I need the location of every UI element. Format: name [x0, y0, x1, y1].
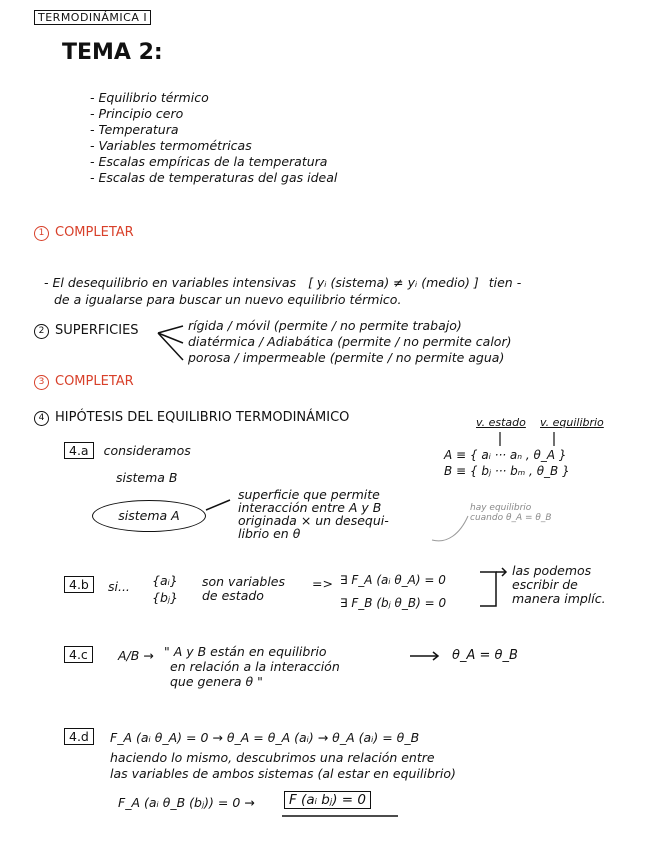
relation-text-1: haciendo lo mismo, descubrimos una relación entre [110, 750, 435, 765]
list-item: - Escalas empíricas de la temperatura [90, 154, 328, 169]
surface-description [238, 488, 389, 540]
subsection-label: 4.c [64, 646, 93, 663]
surface-line: interacción entre A y B [238, 500, 382, 515]
equation-b: B ≡ { bⱼ ··· bₘ , θ_B } [444, 464, 570, 478]
list-item: porosa / impermeable (permite / no permite agua) [188, 350, 505, 365]
surface-list [188, 318, 511, 366]
circled-number: 3 [34, 375, 49, 390]
page-title: TEMA 2: [62, 40, 163, 65]
circled-number: 2 [34, 324, 49, 339]
circled-number: 4 [34, 411, 49, 426]
list-item: rígida / móvil (permite / no permite trabajo) [188, 318, 462, 333]
section-3-label: COMPLETAR [55, 374, 134, 389]
subsection-4c-lead: A/B → [118, 648, 154, 663]
note-line: manera implíc. [512, 591, 606, 606]
list-item: - Variables termométricas [90, 138, 252, 153]
note-line: hay equilibrio [470, 503, 532, 513]
list-item: - Principio cero [90, 106, 184, 121]
equilibrium-note [470, 503, 552, 523]
section-4-label: HIPÓTESIS DEL EQUILIBRIO TERMODINÁMICO [55, 410, 350, 425]
section-1-heading [34, 225, 134, 241]
subsection-4a-text: consideramos [103, 443, 191, 458]
section-2-heading [34, 323, 139, 339]
desc-line: son variables [202, 574, 285, 589]
subsection-4b-si: si... [108, 579, 130, 594]
list-item: - Equilibrio térmico [90, 90, 209, 105]
system-b-label: sistema B [116, 470, 178, 485]
note-line: las podemos [512, 563, 592, 578]
col-state-label: v. estado [476, 416, 526, 429]
implicit-note [512, 564, 606, 606]
function-fa: ∃ F_A (aᵢ θ_A) = 0 [340, 573, 446, 587]
final-equation-box: F (aᵢ bⱼ) = 0 [284, 791, 371, 809]
surface-line: superficie que permite [238, 487, 380, 502]
section-1-label: COMPLETAR [55, 225, 134, 240]
list-item: - Escalas de temperaturas del gas ideal [90, 170, 338, 185]
section-3-heading [34, 374, 134, 390]
course-label: TERMODINÁMICA I [34, 10, 151, 25]
disequilibrium-end: tien - [488, 275, 522, 290]
quote-line: que genera θ " [170, 674, 263, 689]
circled-number: 1 [34, 226, 49, 241]
equilibrium-quote [164, 644, 340, 689]
disequilibrium-text: - El desequilibrio en variables intensivas [44, 275, 297, 290]
topic-list [90, 90, 337, 186]
list-item: - Temperatura [90, 122, 179, 137]
col-equilibrium-label: v. equilibrio [540, 416, 604, 429]
note-line: cuando θ_A = θ_B [470, 513, 552, 523]
subsection-label: 4.a [64, 442, 94, 459]
final-equation-left: F_A (aᵢ θ_B (bⱼ)) = 0 → [118, 795, 255, 810]
disequilibrium-line-1 [44, 275, 521, 290]
variable-b-set: {bⱼ} [152, 590, 179, 605]
equation-a: A ≡ { aᵢ ··· aₙ , θ_A } [444, 448, 567, 462]
quote-line: " A y B están en equilibrio [164, 644, 327, 659]
function-fb: ∃ F_B (bⱼ θ_B) = 0 [340, 596, 447, 610]
list-item: diatérmica / Adiabática (permite / no permite calor) [188, 334, 512, 349]
section-2-label: SUPERFICIES [55, 323, 139, 338]
relation-text-2: las variables de ambos sistemas (al estar en equilibrio) [110, 766, 456, 781]
equilibrium-result: θ_A = θ_B [452, 648, 518, 663]
surface-line: originada × un desequi- [238, 513, 389, 528]
subsection-4a [64, 443, 191, 458]
section-4-heading [34, 410, 349, 426]
surface-line: librio en θ [238, 526, 301, 541]
quote-line: en relación a la interacción [170, 659, 340, 674]
variable-a-set: {aᵢ} [152, 573, 178, 588]
state-variables-text [202, 575, 285, 603]
desc-line: de estado [202, 588, 264, 603]
system-a-label: sistema A [118, 508, 180, 523]
disequilibrium-line-2: de a igualarse para buscar un nuevo equilibrio térmico. [54, 292, 402, 307]
subsection-label: 4.d [64, 728, 94, 745]
system-a-oval [92, 500, 206, 532]
derivation-chain: F_A (aᵢ θ_A) = 0 → θ_A = θ_A (aᵢ) → θ_A (aᵢ) = θ_B [110, 730, 420, 745]
subsection-label: 4.b [64, 576, 94, 593]
implies-arrow: => [312, 576, 333, 591]
disequilibrium-bracket: [ yᵢ (sistema) ≠ yᵢ (medio) ] [308, 275, 479, 290]
note-line: escribir de [512, 577, 578, 592]
